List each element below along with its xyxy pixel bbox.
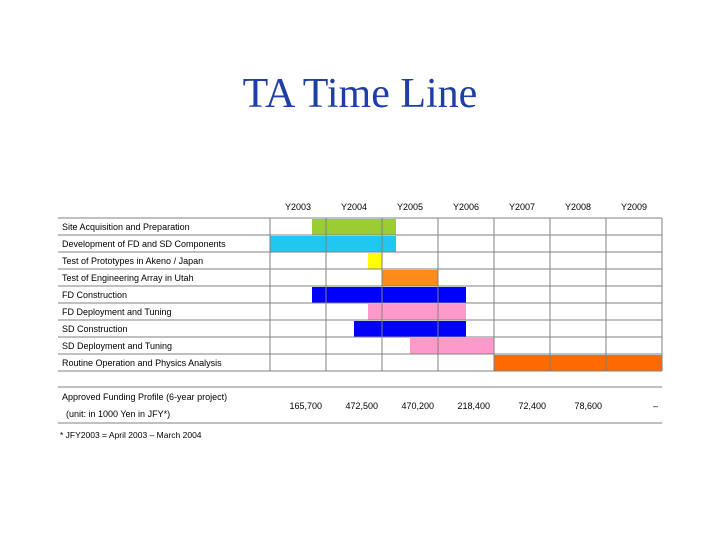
task-bar xyxy=(368,304,466,320)
task-label: Site Acquisition and Preparation xyxy=(62,222,190,232)
task-label: Test of Prototypes in Akeno / Japan xyxy=(62,256,204,266)
task-label: FD Deployment and Tuning xyxy=(62,307,172,317)
funding-value: 472,500 xyxy=(345,401,378,411)
year-header: Y2006 xyxy=(452,202,480,212)
task-bar xyxy=(382,270,438,286)
task-bar xyxy=(312,219,396,235)
task-label: Development of FD and SD Components xyxy=(62,239,226,249)
year-header: Y2005 xyxy=(396,202,424,212)
task-bar xyxy=(270,236,396,252)
task-label: SD Deployment and Tuning xyxy=(62,341,173,351)
year-header: Y2009 xyxy=(620,202,648,212)
funding-value: 78,600 xyxy=(574,401,602,411)
funding-value: – xyxy=(652,401,658,411)
funding-value: 165,700 xyxy=(289,401,322,411)
year-header: Y2004 xyxy=(340,202,368,212)
task-bar xyxy=(494,355,662,371)
year-header: Y2003 xyxy=(284,202,312,212)
slide-title: TA Time Line xyxy=(242,71,478,117)
task-label: Routine Operation and Physics Analysis xyxy=(62,358,222,368)
funding-label: Approved Funding Profile (6-year project) xyxy=(62,392,228,402)
task-label: Test of Engineering Array in Utah xyxy=(62,273,194,283)
task-bar xyxy=(354,321,466,337)
year-header: Y2007 xyxy=(508,202,536,212)
task-label: FD Construction xyxy=(62,290,128,300)
funding-value: 470,200 xyxy=(401,401,434,411)
year-header: Y2008 xyxy=(564,202,592,212)
footnote: * JFY2003 = April 2003 – March 2004 xyxy=(60,430,202,440)
task-bar xyxy=(368,253,382,269)
funding-value: 72,400 xyxy=(518,401,546,411)
task-bar xyxy=(312,287,466,303)
funding-value: 218,400 xyxy=(457,401,490,411)
funding-unit: (unit: in 1000 Yen in JFY*) xyxy=(66,409,171,419)
task-label: SD Construction xyxy=(62,324,128,334)
task-bar xyxy=(410,338,494,354)
